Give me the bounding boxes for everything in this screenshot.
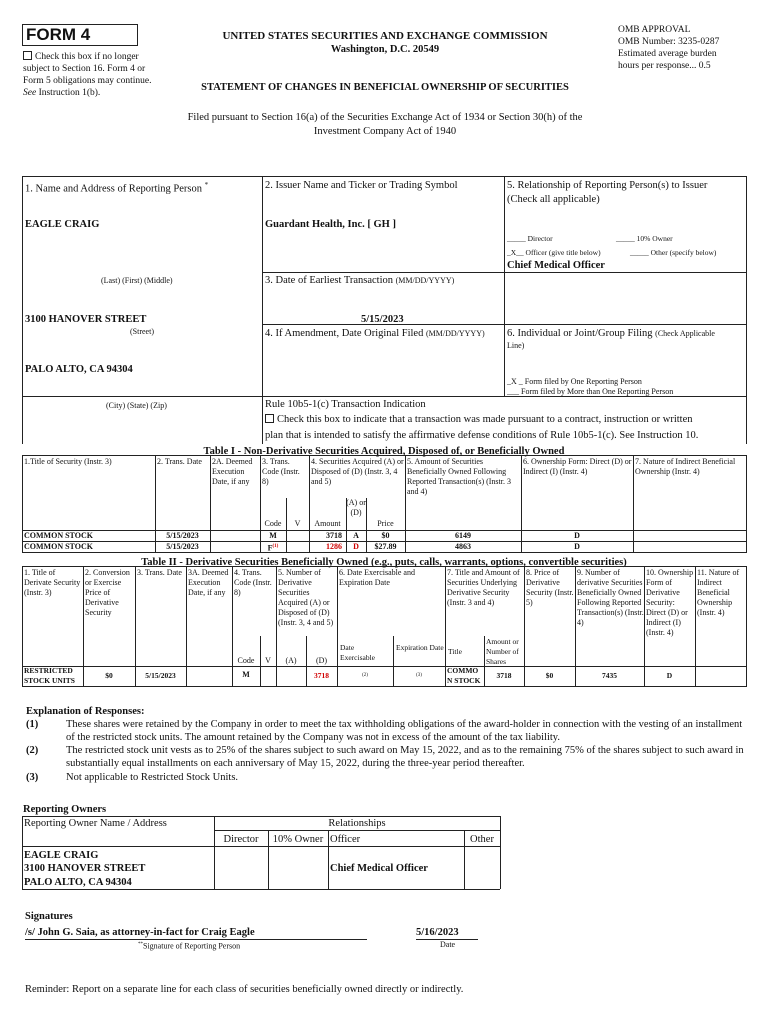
reporting-person-street: 3100 HANOVER STREET [25, 314, 147, 325]
footnote-3-number: (3) [26, 772, 39, 783]
t2-col-form: 10. Ownership Form of Derivative Security: Direct (D) or Indirect (I) (Instr. 4) [646, 568, 694, 637]
t1-row1-code: M [269, 531, 277, 540]
owners-col-officer: Officer [330, 834, 361, 845]
t1-row2-date: 5/15/2023 [166, 542, 199, 551]
ten-percent-owner-option[interactable]: _____ 10% Owner [616, 234, 673, 243]
t1-sub-amount: Amount [314, 519, 341, 528]
amendment-label: 4. If Amendment, Date Original Filed (MM/DD/YYYY) [265, 328, 485, 339]
omb-title: OMB APPROVAL [618, 25, 691, 35]
t2-row-title: RESTRICTED STOCK UNITS [24, 666, 75, 685]
agency-name: UNITED STATES SECURITIES AND EXCHANGE COMMISSION [222, 30, 548, 42]
t2-col-code: 4. Trans. Code (Instr. 8) [234, 568, 272, 597]
filing-type-label: 6. Individual or Joint/Group Filing (Check Applicable [507, 328, 715, 339]
earliest-transaction-date: 5/15/2023 [361, 314, 404, 325]
t2-row-underlying-amount: 3718 [496, 671, 512, 680]
issuer-label: 2. Issuer Name and Ticker or Trading Symbol [265, 180, 458, 191]
footnote-1-number: (1) [26, 719, 39, 730]
t1-row2-form: D [574, 542, 580, 551]
relationship-label: 5. Relationship of Reporting Person(s) to Issuer [507, 180, 708, 191]
t1-row2-owned: 4863 [455, 542, 471, 551]
t2-col-number: 5. Number of Derivative Securities Acquired (A) or Disposed of (D) (Instr. 3, 4 and 5) [278, 568, 334, 627]
owners-col-name: Reporting Owner Name / Address [24, 818, 167, 829]
issuer-name: Guardant Health, Inc. [ GH ] [265, 219, 396, 230]
footnote-3-text: Not applicable to Restricted Stock Units. [66, 772, 239, 783]
relationship-sublabel: (Check all applicable) [507, 194, 600, 205]
t1-col-code: 3. Trans. Code (Instr. 8) [262, 457, 300, 486]
t2-col-nature: 11. Nature of Indirect Beneficial Ownership (Instr. 4) [697, 568, 740, 617]
t2-row-exercisable[interactable]: (2) [362, 673, 368, 678]
t1-sub-ad: (A) or (D) [346, 498, 366, 517]
t2-row-date: 5/15/2023 [145, 671, 176, 680]
t1-row1-ad: A [353, 531, 359, 540]
rule-10b5-text-2: plan that is intended to satisfy the affirmative defense conditions of Rule 10b5-1(c). See Instruction 10. [265, 430, 699, 441]
reporting-person-city: PALO ALTO, CA 94304 [25, 364, 133, 375]
omb-hours: hours per response... 0.5 [618, 61, 711, 71]
officer-option[interactable]: _X__ Officer (give title below) [507, 248, 601, 257]
section16-checkbox-text: Check this box if no longer subject to Section 16. Form 4 or Form 5 obligations may continue. See Instruction 1(b). [23, 52, 152, 98]
signature-label: **Signature of Reporting Person [138, 941, 241, 951]
t1-sub-code: Code [264, 519, 282, 528]
filing-type-label-line: Line) [507, 341, 525, 350]
other-option[interactable]: _____ Other (specify below) [630, 248, 717, 257]
t2-sub-code: Code [237, 656, 255, 665]
t2-col-underlying: 7. Title and Amount of Securities Underlying Derivative Security (Instr. 3 and 4) [447, 568, 520, 607]
table2-title: Table II - Derivative Securities Beneficially Owned (e.g., puts, calls, warrants, options, convertible securities) [141, 557, 627, 568]
t1-row1-date: 5/15/2023 [166, 531, 199, 540]
t1-col-date: 2. Trans. Date [157, 457, 202, 466]
rule-10b5-title: Rule 10b5-1(c) Transaction Indication [265, 399, 426, 410]
statement-title: STATEMENT OF CHANGES IN BENEFICIAL OWNERSHIP OF SECURITIES [201, 82, 569, 93]
t1-row2-code-note[interactable]: (1) [272, 544, 279, 549]
t1-sub-price: Price [377, 519, 394, 528]
t2-row-owned: 7435 [602, 671, 617, 680]
t1-row1-form: D [574, 531, 580, 540]
officer-title: Chief Medical Officer [507, 260, 605, 271]
t1-row2-title: COMMON STOCK [24, 542, 93, 551]
t1-col-title: 1.Title of Security (Instr. 3) [24, 457, 112, 466]
t1-col-owned: 5. Amount of Securities Beneficially Owned Following Reported Transaction(s) (Instr. 3 and 4) [407, 457, 511, 496]
t2-sub-d: (D) [315, 656, 328, 665]
street-field-label: (Street) [130, 327, 154, 336]
t2-col-title: 1. Title of Derivate Security (Instr. 3) [24, 568, 81, 597]
t2-sub-a: (A) [285, 656, 297, 665]
t2-col-exercisable: 6. Date Exercisable and Expiration Date [339, 568, 415, 587]
t2-col-conversion: 2. Conversion or Exercise Price of Derivative Security [85, 568, 130, 617]
signatures-title: Signatures [25, 911, 73, 922]
section16-checkbox[interactable] [23, 51, 32, 60]
t2-sub-v: V [265, 656, 271, 665]
omb-number: OMB Number: 3235-0287 [618, 37, 720, 47]
rule-10b5-checkbox[interactable] [265, 414, 274, 423]
agency-address: Washington, D.C. 20549 [330, 44, 440, 55]
t2-row-expiration[interactable]: (3) [416, 673, 422, 678]
t1-col-nature: 7. Nature of Indirect Beneficial Ownership (Instr. 4) [635, 457, 736, 476]
t1-col-form: 6. Ownership Form: Direct (D) or Indirect (I) (Instr. 4) [523, 457, 632, 476]
owner-street: 3100 HANOVER STREET [24, 863, 146, 874]
reporting-owners-title: Reporting Owners [23, 804, 107, 815]
name-field-labels: (Last) (First) (Middle) [101, 276, 173, 285]
t1-col-deemed: 2A. Deemed Execution Date, if any [212, 457, 253, 486]
t2-col-deemed: 3A. Deemed Execution Date, if any [188, 568, 229, 597]
signature-date: 5/16/2023 [416, 927, 459, 938]
single-filer-option[interactable]: _X _ Form filed by One Reporting Person [507, 377, 642, 386]
t2-sub-expiration: Expiration Date [396, 643, 444, 652]
city-field-labels: (City) (State) (Zip) [106, 401, 167, 410]
filed-pursuant-line1: Filed pursuant to Section 16(a) of the Securities Exchange Act of 1934 or Section 30(h) of the [187, 112, 583, 123]
signature-text: /s/ John G. Saia, as attorney-in-fact for Craig Eagle [25, 927, 255, 938]
t1-row2-code: $F^{(1)}$ [267, 543, 279, 553]
t2-col-date: 3. Trans. Date [137, 568, 182, 577]
t1-col-acquired: 4. Securities Acquired (A) or Disposed of (D) (Instr. 3, 4 and 5) [311, 457, 404, 486]
owners-col-other: Other [470, 834, 494, 845]
earliest-transaction-label: 3. Date of Earliest Transaction (MM/DD/YYYY) [265, 275, 455, 286]
t2-row-d: 3718 [314, 671, 329, 680]
t2-col-owned: 9. Number of derivative Securities Beneficially Owned Following Reported Transaction(s) (Instr. 4) [577, 568, 644, 627]
footnote-1-text: These shares were retained by the Company in order to meet the tax withholding obligations of the award-holder in connection with the vesting of an installment of the restricted stock units. The amount retained by the Company was not in excess of the amount of the tax liability. [66, 719, 743, 743]
t1-row1-title: COMMON STOCK [24, 531, 93, 540]
footnote-2-number: (2) [26, 745, 39, 756]
t2-sub-amount: Amount or Number of Shares [486, 637, 519, 666]
t1-row2-ad: D [353, 542, 359, 551]
t2-row-form: D [666, 671, 673, 680]
owner-city: PALO ALTO, CA 94304 [24, 877, 132, 888]
owners-col-10pct: 10% Owner [272, 834, 324, 845]
filed-pursuant-line2: Investment Company Act of 1940 [313, 126, 457, 137]
t2-col-price: 8. Price of Derivative Security (Instr. 5) [526, 568, 574, 607]
omb-burden: Estimated average burden [618, 49, 717, 59]
rule-10b5-text: Check this box to indicate that a transaction was made pursuant to a contract, instruction or written [265, 413, 693, 426]
t2-sub-title: Title [448, 647, 462, 656]
t1-row1-amount: 3718 [326, 531, 342, 540]
t1-sub-v: V [294, 519, 301, 528]
t2-row-code: M [242, 670, 250, 679]
t1-row1-price: $0 [381, 531, 390, 540]
reporting-person-label: 1. Name and Address of Reporting Person * [25, 181, 209, 195]
form-title: FORM 4 [26, 25, 91, 44]
owner-officer-title: Chief Medical Officer [330, 863, 428, 874]
footnote-2-text: The restricted stock unit vests as to 25% of the shares subject to such award on May 15, 2022, and as to the remaining 75% of the shares subject to such award in substantially equal installments on each anniversary of May 15, 2022, during the three-year period thereafter. [66, 745, 744, 769]
reminder-text: Reminder: Report on a separate line for each class of securities beneficially owned directly or indirectly. [25, 984, 464, 995]
reporting-person-name: EAGLE CRAIG [25, 219, 100, 230]
director-option[interactable]: _____ Director [507, 234, 553, 243]
t2-row-conversion: $0 [105, 671, 113, 680]
t2-row-price: $0 [545, 671, 554, 680]
owner-name: EAGLE CRAIG [24, 850, 99, 861]
table1-title: Table I - Non-Derivative Securities Acquired, Disposed of, or Beneficially Owned [203, 446, 565, 457]
t1-row2-amount: 1286 [326, 542, 342, 551]
t1-row1-owned: 6149 [455, 531, 471, 540]
owners-col-director: Director [223, 834, 259, 845]
t2-row-underlying-title: COMMON STOCK [447, 666, 481, 685]
owners-col-relationships: Relationships [328, 818, 386, 829]
t2-sub-exercisable: Date Exercisable [340, 643, 375, 662]
explanation-title: Explanation of Responses: [26, 706, 145, 717]
t1-row2-price: $27.89 [374, 542, 397, 551]
group-filer-option[interactable]: ___ Form filed by More than One Reporting Person [507, 387, 674, 396]
signature-date-label: Date [440, 940, 456, 949]
